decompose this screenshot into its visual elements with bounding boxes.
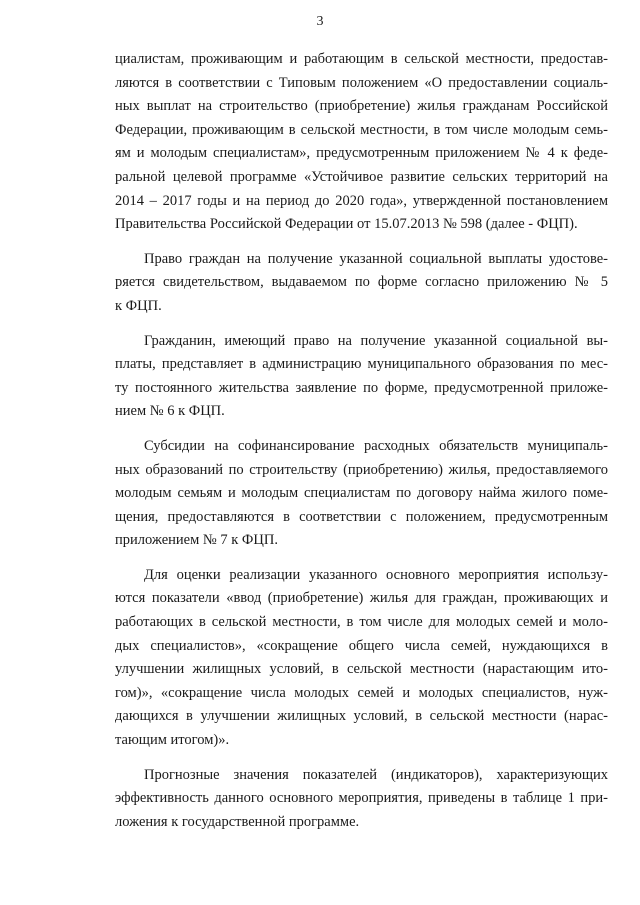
- paragraph-gap: [115, 753, 608, 764]
- text-line: ложения к государственной программе.: [115, 813, 360, 830]
- text-line: гом)», «сокращение числа молодых семей и молодых специалистов, нуж-: [115, 684, 608, 701]
- paragraph-gap: [115, 237, 608, 248]
- text-line: работающих в сельской местности, в том числе для молодых семей и моло-: [115, 614, 608, 631]
- text-line: 2014 – 2017 годы и на период до 2020 года», утвержденной постановлением: [115, 192, 608, 209]
- text-line: платы, представляет в администрацию муниципального образования по мес-: [115, 356, 608, 373]
- document-body: [115, 48, 608, 834]
- paragraph: [115, 48, 608, 237]
- paragraph-gap: [115, 553, 608, 564]
- text-line: молодым семьям и молодым специалистам по договору найма жилого поме-: [115, 485, 608, 502]
- paragraph: [115, 564, 608, 753]
- text-line: ляются в соответствии с Типовым положением «О предоставлении социаль-: [115, 74, 608, 91]
- text-line: Федерации, проживающим в сельской местности, в том числе молодым семь-: [115, 121, 608, 138]
- text-line: нием № 6 к ФЦП.: [115, 403, 225, 420]
- text-line: Гражданин, имеющий право на получение указанной социальной вы-: [144, 332, 608, 349]
- text-line: Правительства Российской Федерации от 15.07.2013 № 598 (далее - ФЦП).: [115, 216, 578, 233]
- text-line: дых специалистов», «сокращение общего числа семей, нуждающихся в: [115, 637, 608, 654]
- text-line: ту постоянного жительства заявление по форме, предусмотренной приложе-: [115, 379, 608, 396]
- text-line: эффективность данного основного мероприятия, приведены в таблице 1 при-: [115, 790, 608, 807]
- text-line: Право граждан на получение указанной социальной выплаты удостове-: [144, 250, 608, 267]
- paragraph-gap: [115, 424, 608, 435]
- text-line: Прогнозные значения показателей (индикаторов), характеризующих: [144, 766, 608, 783]
- text-line: ются показатели «ввод (приобретение) жилья для граждан, проживающих и: [115, 590, 608, 607]
- text-line: щения, предоставляются в соответствии с положением, предусмотренным: [115, 508, 608, 525]
- paragraph: [115, 764, 608, 835]
- text-line: Субсидии на софинансирование расходных обязательств муниципаль-: [144, 437, 608, 454]
- text-line: циалистам, проживающим и работающим в сельской местности, предостав-: [115, 51, 608, 67]
- text-line: ральной целевой программе «Устойчивое развитие сельских территорий на: [115, 168, 608, 185]
- page-number: 3: [316, 14, 324, 29]
- text-line: Для оценки реализации указанного основного мероприятия использу-: [144, 566, 608, 583]
- text-line: приложением № 7 к ФЦП.: [115, 532, 278, 549]
- paragraph: [115, 330, 608, 424]
- text-line: ных выплат на строительство (приобретение) жилья гражданам Российской: [115, 98, 608, 115]
- paragraph: [115, 435, 608, 553]
- text-line: улучшении жилищных условий, в сельской местности (нарастающим ито-: [115, 661, 608, 678]
- text-line: к ФЦП.: [115, 297, 162, 314]
- text-line: тающим итогом)».: [115, 732, 230, 749]
- text-line: дающихся в улучшении жилищных условий, в сельской местности (нарас-: [115, 708, 608, 725]
- paragraph: [115, 248, 608, 319]
- text-line: ряется свидетельством, выдаваемом по форме согласно приложению № 5: [115, 274, 608, 291]
- text-line: ных образований по строительству (приобретению) жилья, предоставляемого: [115, 461, 608, 478]
- text-line: ям и молодым специалистам», предусмотренным приложением № 4 к феде-: [115, 145, 608, 162]
- paragraph-gap: [115, 319, 608, 330]
